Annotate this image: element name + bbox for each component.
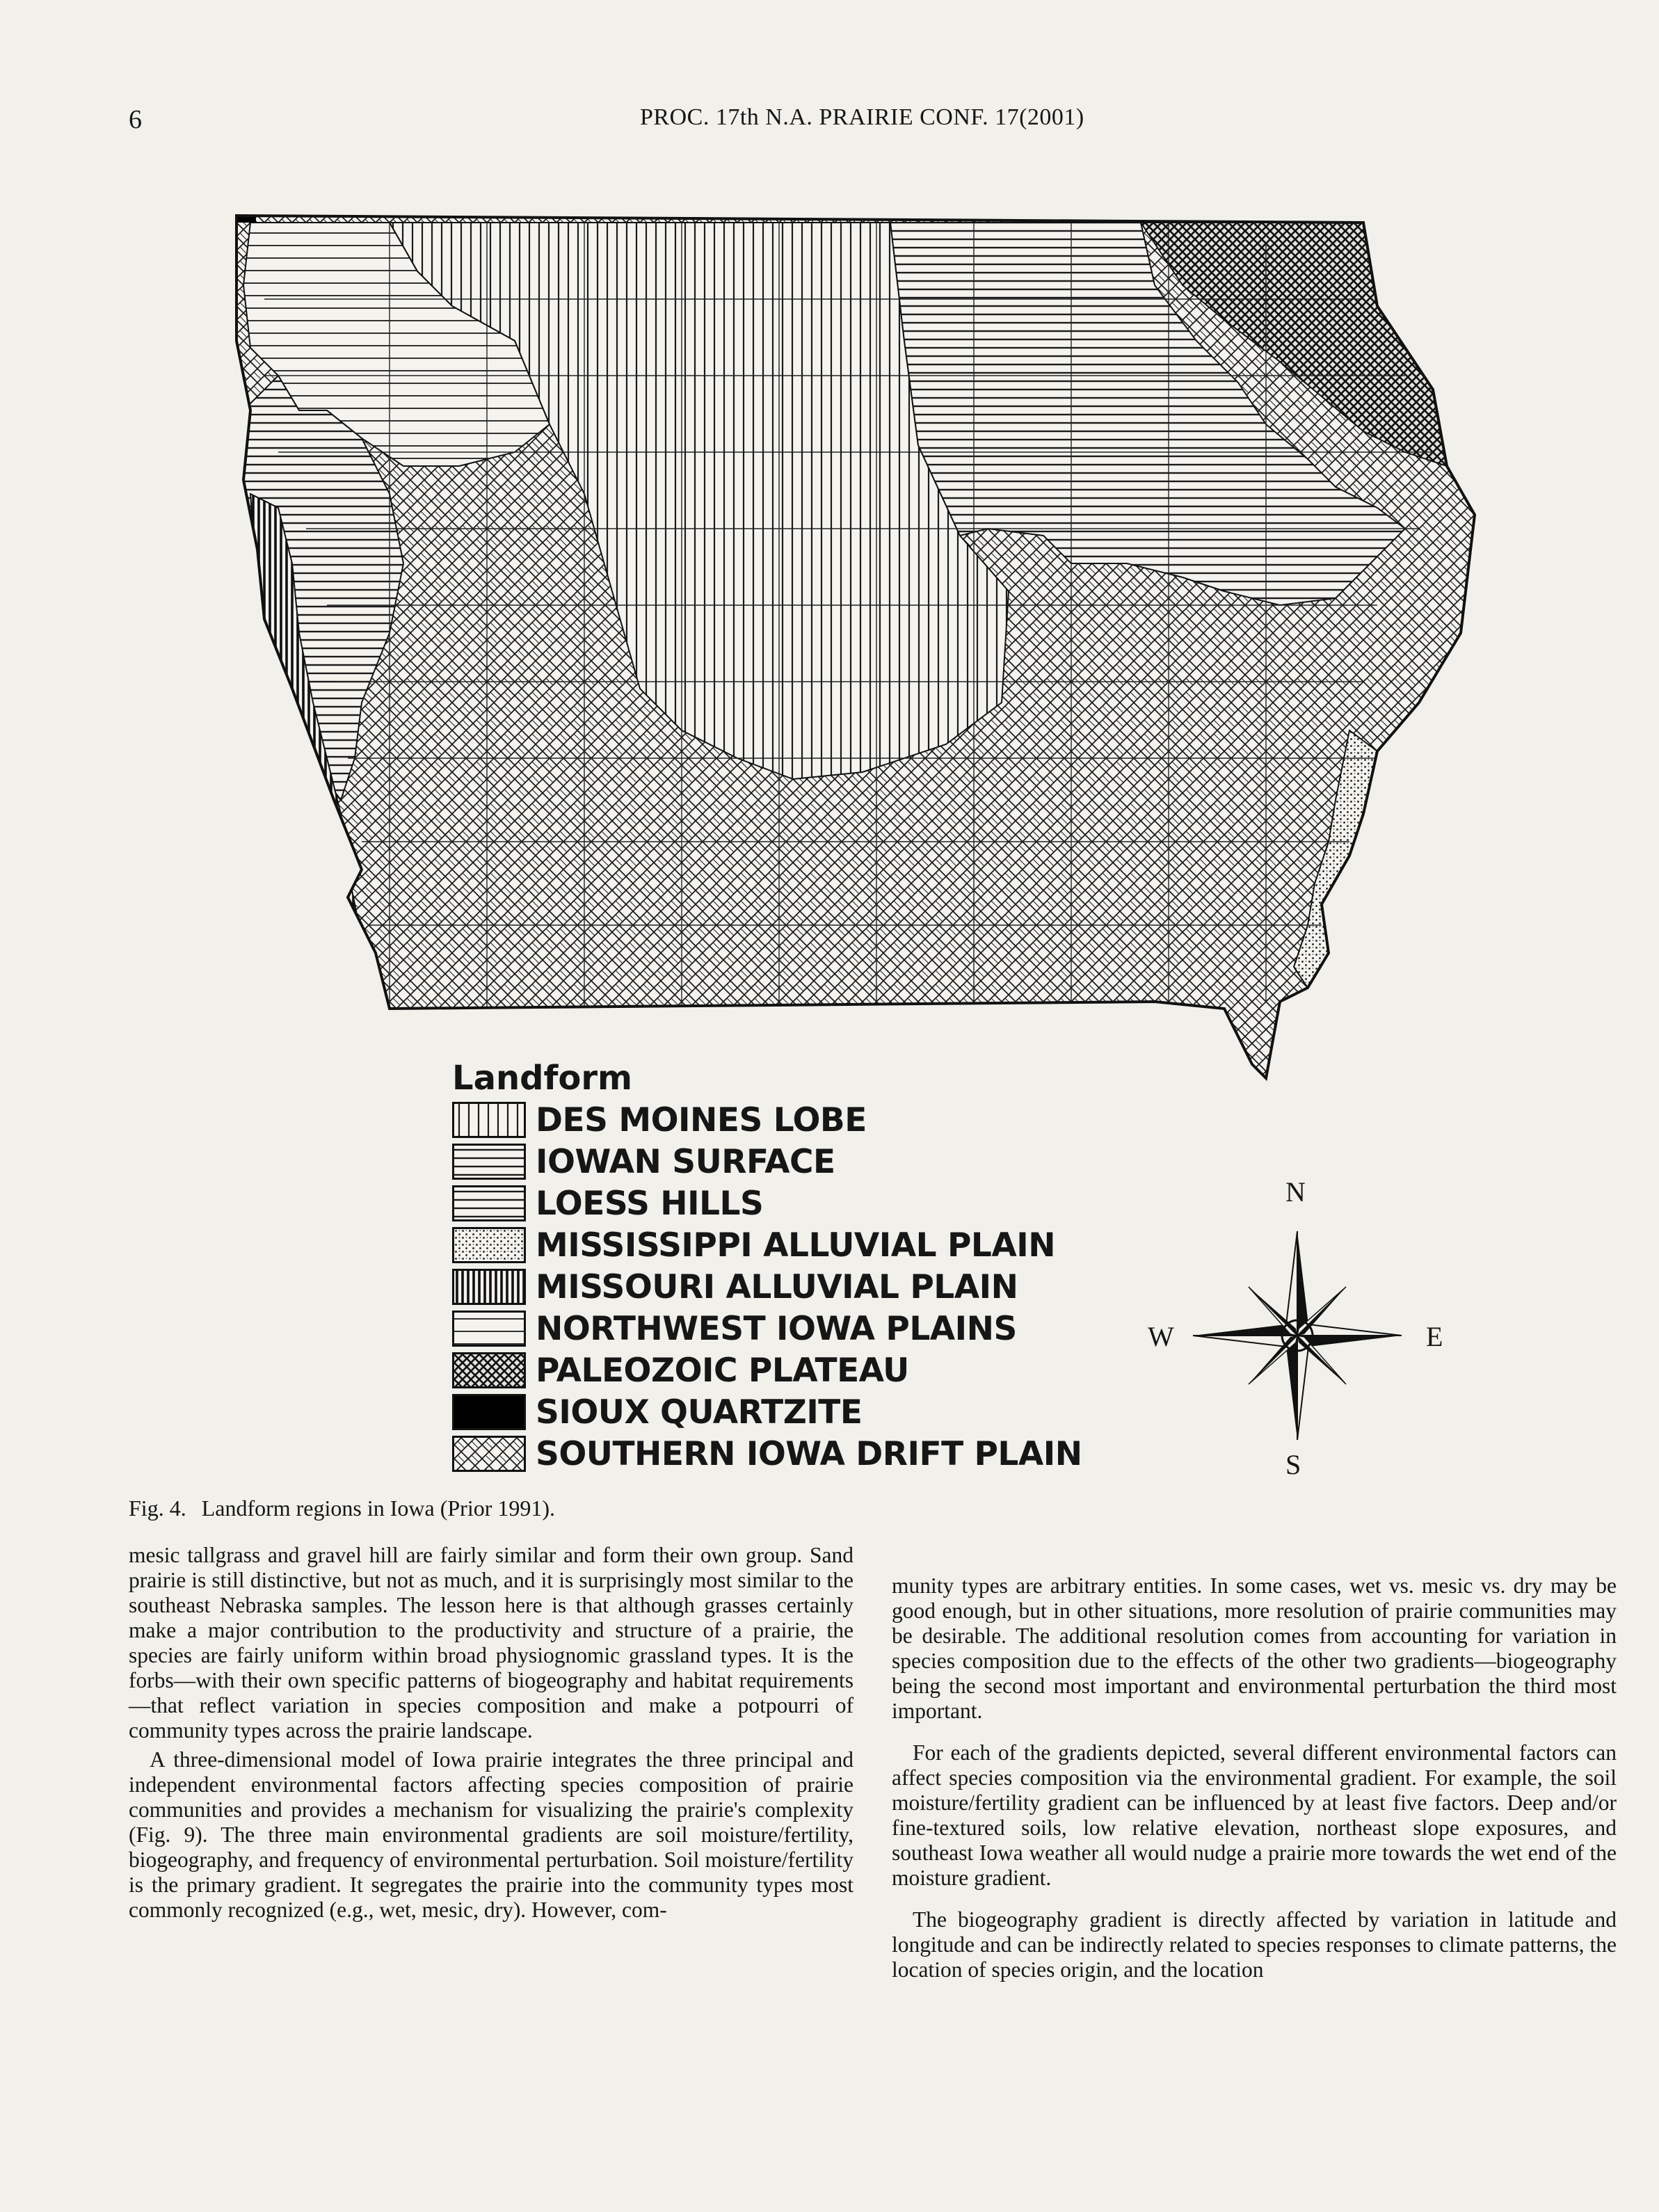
legend-swatch	[452, 1227, 526, 1263]
legend-label: IOWAN SURFACE	[536, 1142, 835, 1181]
compass-rose	[1148, 1176, 1454, 1482]
compass-north-label: N	[1285, 1176, 1306, 1208]
legend-label: SOUTHERN IOWA DRIFT PLAIN	[536, 1434, 1082, 1473]
left-paragraph-1: mesic tallgrass and gravel hill are fairly similar and form their own group. Sand prairie is still distinctive, but not as much, and it is surprisingly most similar to the southeast Nebraska samples. The lesson here is that although grasses certainly make a major contribution to the productivity and structure of a prairie, the species are fairly uniform within broad physiognomic grassland types. It is the forbs—with their own specific patterns of biogeography and habitat requirements—that reflect variation in species composition and make a potpourri of community types across the prairie landscape.	[129, 1543, 853, 1742]
compass-west-label: W	[1148, 1321, 1174, 1352]
figure-caption-text: Landform regions in Iowa (Prior 1991).	[201, 1496, 556, 1521]
legend-title: Landform	[452, 1059, 633, 1098]
right-paragraph-2: For each of the gradients depicted, several different environmental factors can affect species composition via the environmental gradient. For example, the soil moisture/fertility gradient can be influenced by at least five factors. Deep and/or fine-textured soils, low relative elevation, northeast slope exposures, and southeast Iowa weather all would nudge a prairie more towards the wet end of the moisture gradient.	[892, 1740, 1617, 1890]
right-paragraph-1: munity types are arbitrary entities. In some cases, wet vs. mesic vs. dry may be good enough, but in other situations, more resolution of prairie communities may be desirable. The additional resolution comes from accounting for variation in species composition due to the effects of the other two gradients—biogeography being the second most important and environmental perturbation the third most important.	[892, 1573, 1617, 1723]
compass-south-label: S	[1285, 1449, 1301, 1480]
legend-item	[452, 1349, 1183, 1391]
legend-swatch	[452, 1102, 526, 1138]
map-legend	[452, 1057, 1183, 1475]
running-head: PROC. 17th N.A. PRAIRIE CONF. 17(2001)	[640, 104, 1084, 130]
legend-swatch	[452, 1144, 526, 1180]
left-column	[129, 1543, 853, 1924]
legend-swatch	[452, 1311, 526, 1347]
iowa-landform-map	[223, 202, 1558, 1092]
legend-item	[452, 1266, 1183, 1308]
left-paragraph-2: A three-dimensional model of Iowa prairie integrates the three principal and independent environmental factors affecting species composition of prairie communities and provides a mechanism for visualizing the prairie's complexity (Fig. 9). The three main environmental gradients are soil moisture/fertility, biogeography, and frequency of environmental perturbation. Soil moisture/fertility is the primary gradient. It segregates the prairie into the community types most commonly recognized (e.g., wet, mesic, dry). However, com-	[129, 1747, 853, 1922]
legend-label: NORTHWEST IOWA PLAINS	[536, 1309, 1017, 1348]
compass-east-label: E	[1426, 1321, 1443, 1352]
legend-item	[452, 1308, 1183, 1349]
map-svg	[223, 202, 1558, 1092]
legend-item	[452, 1224, 1183, 1266]
figure-caption-label: Fig. 4.	[129, 1496, 186, 1521]
page-number: 6	[129, 105, 142, 134]
legend-label: MISSOURI ALLUVIAL PLAIN	[536, 1267, 1018, 1306]
legend-label: LOESS HILLS	[536, 1184, 764, 1223]
legend-items	[452, 1099, 1183, 1475]
legend-item	[452, 1433, 1183, 1475]
legend-swatch	[452, 1436, 526, 1472]
compass-star-icon	[1148, 1176, 1454, 1482]
legend-swatch	[452, 1394, 526, 1430]
figure-caption	[129, 1496, 555, 1521]
legend-swatch	[452, 1185, 526, 1221]
legend-item	[452, 1099, 1183, 1141]
legend-label: PALEOZOIC PLATEAU	[536, 1351, 909, 1390]
legend-swatch	[452, 1269, 526, 1305]
legend-label: MISSISSIPPI ALLUVIAL PLAIN	[536, 1226, 1056, 1265]
legend-label: SIOUX QUARTZITE	[536, 1393, 863, 1432]
legend-item	[452, 1141, 1183, 1183]
legend-swatch	[452, 1352, 526, 1388]
legend-item	[452, 1391, 1183, 1433]
right-column	[892, 1573, 1617, 1984]
legend-item	[452, 1183, 1183, 1224]
legend-label: DES MOINES LOBE	[536, 1100, 867, 1139]
right-paragraph-3: The biogeography gradient is directly affected by variation in latitude and longitude and can be indirectly related to species responses to climate patterns, the location of species origin, and the location	[892, 1907, 1617, 1982]
